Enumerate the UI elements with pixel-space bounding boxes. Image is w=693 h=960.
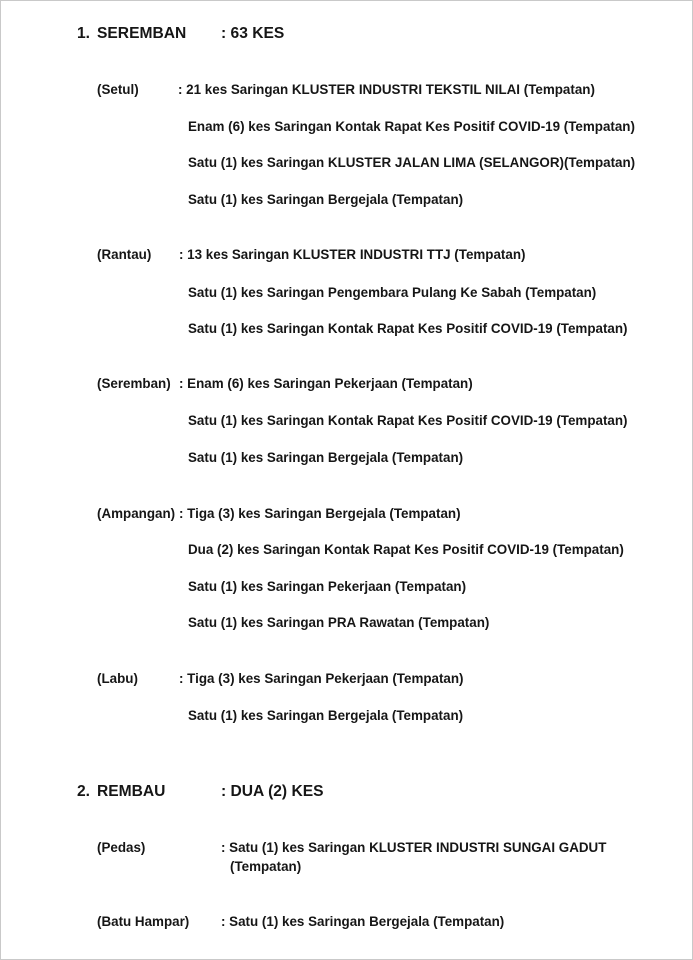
- area-line: Satu (1) kes Saringan Bergejala (Tempatan): [188, 708, 464, 723]
- area-label: (Batu Hampar): [97, 914, 190, 929]
- section-name: REMBAU: [97, 783, 166, 800]
- area-line: : 13 kes Saringan KLUSTER INDUSTRI TTJ (Tempatan): [179, 247, 526, 262]
- section-number: 1.: [77, 25, 91, 42]
- area-line: (Tempatan): [230, 859, 302, 874]
- area-line: : Satu (1) kes Saringan Bergejala (Tempatan): [221, 914, 505, 929]
- area-line: Satu (1) kes Saringan PRA Rawatan (Tempatan): [188, 615, 490, 630]
- area-line: : Satu (1) kes Saringan KLUSTER INDUSTRI SUNGAI GADUT: [221, 840, 607, 855]
- area-line: Satu (1) kes Saringan Pengembara Pulang Ke Sabah (Tempatan): [188, 285, 597, 300]
- area-line: Satu (1) kes Saringan KLUSTER JALAN LIMA (SELANGOR)(Tempatan): [188, 155, 636, 170]
- area-line: : 21 kes Saringan KLUSTER INDUSTRI TEKSTIL NILAI (Tempatan): [178, 82, 595, 97]
- area-label: (Setul): [97, 82, 139, 97]
- section-total: : 63 KES: [221, 25, 285, 42]
- area-label: (Rantau): [97, 247, 152, 262]
- area-line: : Enam (6) kes Saringan Pekerjaan (Tempatan): [179, 376, 473, 391]
- area-line: : Tiga (3) kes Saringan Bergejala (Tempatan): [179, 506, 461, 521]
- area-line: Satu (1) kes Saringan Pekerjaan (Tempatan): [188, 579, 467, 594]
- section-total: : DUA (2) KES: [221, 783, 324, 800]
- area-label: (Seremban): [97, 376, 171, 391]
- section-number: 2.: [77, 783, 91, 800]
- area-line: Satu (1) kes Saringan Bergejala (Tempatan): [188, 192, 464, 207]
- area-label: (Labu): [97, 671, 138, 686]
- area-label: (Ampangan): [97, 506, 176, 521]
- area-line: Dua (2) kes Saringan Kontak Rapat Kes Positif COVID-19 (Tempatan): [188, 542, 624, 557]
- area-line: : Tiga (3) kes Saringan Pekerjaan (Tempatan): [179, 671, 464, 686]
- area-line: Satu (1) kes Saringan Kontak Rapat Kes Positif COVID-19 (Tempatan): [188, 413, 628, 428]
- area-line: Satu (1) kes Saringan Bergejala (Tempatan): [188, 450, 464, 465]
- area-line: Enam (6) kes Saringan Kontak Rapat Kes Positif COVID-19 (Tempatan): [188, 119, 635, 134]
- section-name: SEREMBAN: [97, 25, 187, 42]
- area-label: (Pedas): [97, 840, 146, 855]
- area-line: Satu (1) kes Saringan Kontak Rapat Kes Positif COVID-19 (Tempatan): [188, 321, 628, 336]
